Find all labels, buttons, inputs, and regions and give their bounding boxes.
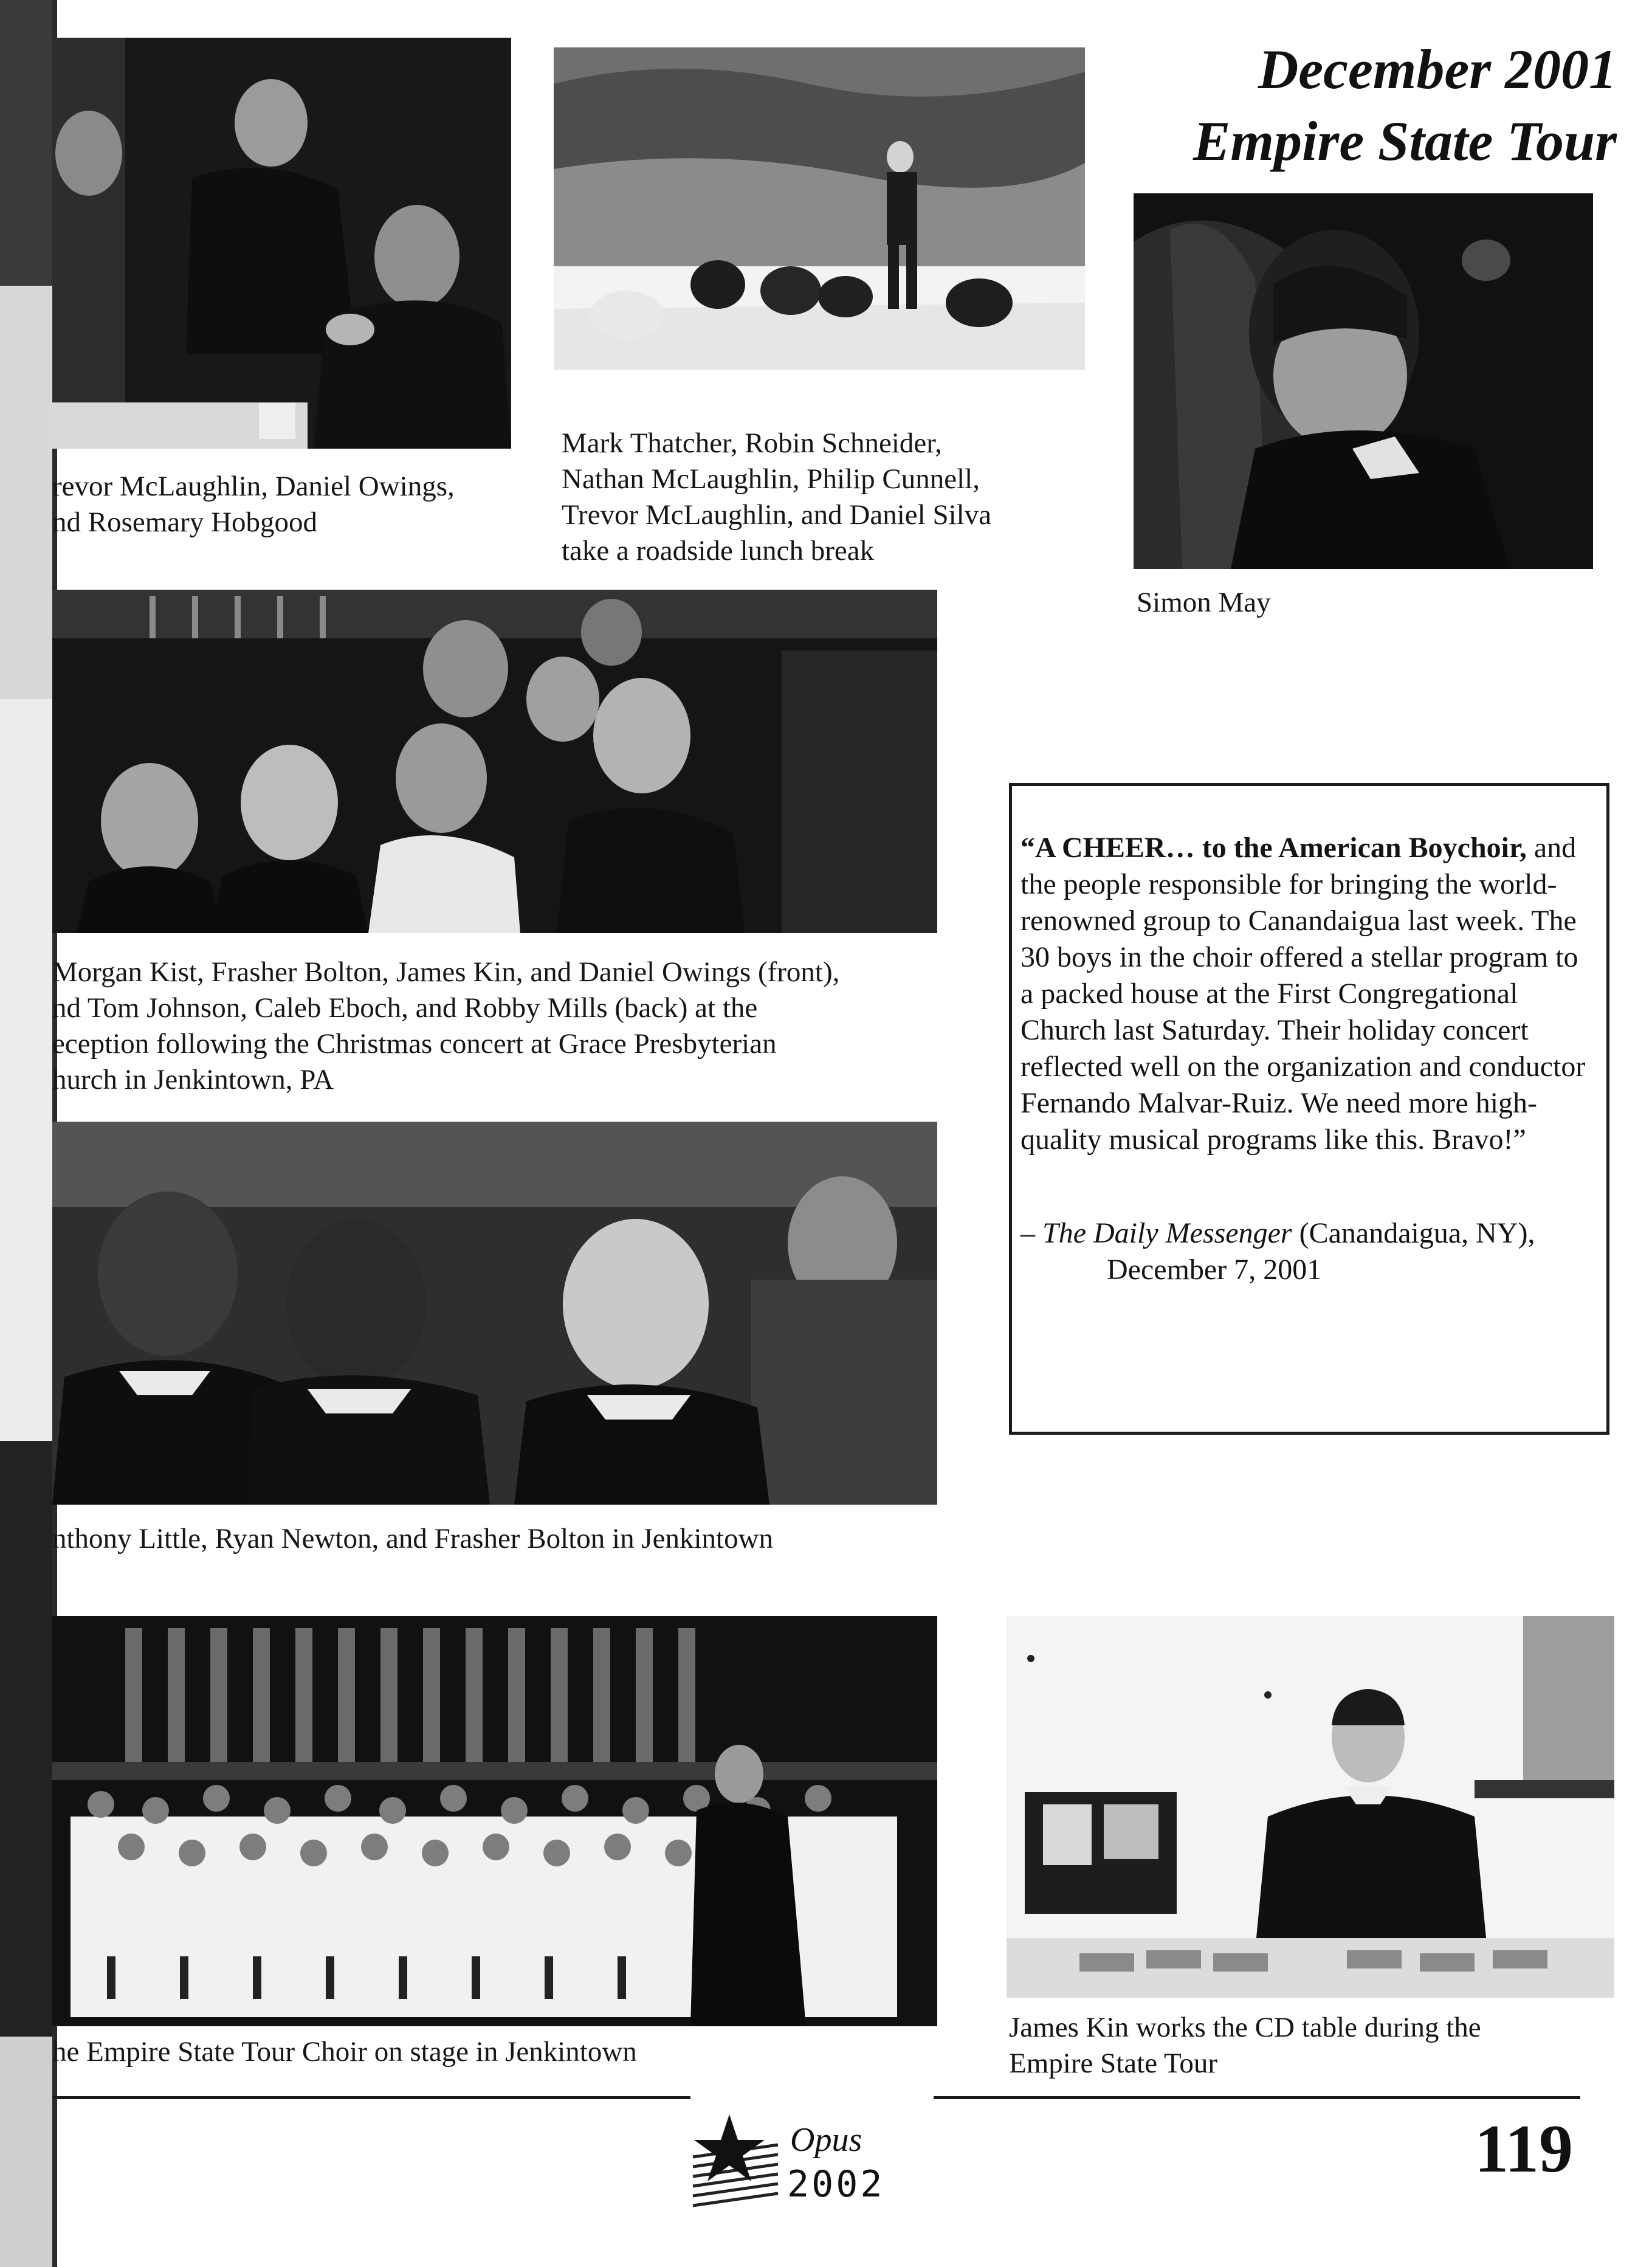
caption-photo-7 — [1009, 2010, 1611, 2082]
quote-body: and the people responsible for bringing the world-renowned group to Canandaigua last week. The 30 boys in the choir offered a stellar program to a packed house at the First Congregational Church last Saturday. Their holiday concert reflected well on the organization and conductor Fernando Malvar-Ruiz. We need more high-quality musical programs like this. Bravo!” — [1020, 832, 1586, 1156]
caption-line: he Empire State Tour Choir on stage in Jenkintown — [52, 2036, 637, 2068]
photo-simon-may — [1134, 193, 1593, 569]
caption-line: take a roadside lunch break — [562, 535, 875, 567]
attribution-date: December 7, 2001 — [1107, 1254, 1322, 1286]
press-quote-box — [1009, 783, 1609, 1435]
caption-line: revor McLaughlin, Daniel Owings, — [52, 471, 455, 502]
caption-line: nd Tom Johnson, Caleb Eboch, and Robby Mills (back) at the — [52, 992, 758, 1024]
caption-photo-5 — [52, 1521, 946, 1557]
caption-line: eception following the Christmas concert at Grace Presbyterian — [52, 1028, 777, 1060]
previous-page-edge — [0, 0, 52, 2267]
logo-word: Opus — [790, 2121, 862, 2159]
attribution-source: The Daily Messenger — [1042, 1217, 1292, 1249]
caption-line: nd Rosemary Hobgood — [52, 506, 318, 538]
photo-jenkintown-trio — [52, 1122, 937, 1505]
caption-photo-1 — [52, 469, 514, 540]
footer-rule-right — [934, 2096, 1580, 2099]
quote-text — [1020, 830, 1594, 1158]
title-line-2: Empire State Tour — [1193, 110, 1617, 172]
photo-reception-group — [52, 590, 937, 933]
title-line-1: December 2001 — [1258, 38, 1617, 100]
opus-logo — [687, 2108, 948, 2212]
page-number: 119 — [1475, 2111, 1573, 2187]
caption-line: Simon May — [1137, 587, 1271, 618]
page-title — [1193, 33, 1617, 177]
caption-line: James Kin works the CD table during the — [1009, 2012, 1481, 2043]
quote-lead: “A CHEER… to the American Boychoir, — [1020, 832, 1527, 864]
photo-choir-on-stage — [52, 1616, 937, 2026]
attribution-dash: – — [1020, 1217, 1042, 1249]
caption-line: Nathan McLaughlin, Philip Cunnell, — [562, 463, 980, 495]
caption-photo-2 — [562, 426, 1084, 569]
caption-line: nthony Little, Ryan Newton, and Frasher Bolton in Jenkintown — [52, 1523, 774, 1554]
footer-rule-left — [52, 2096, 690, 2099]
caption-line: Morgan Kist, Frasher Bolton, James Kin, and Daniel Owings (front), — [52, 956, 840, 988]
caption-photo-6 — [52, 2034, 946, 2070]
caption-line: Mark Thatcher, Robin Schneider, — [562, 427, 942, 459]
attribution-place: (Canandaigua, NY), — [1292, 1217, 1535, 1249]
caption-line: Trevor McLaughlin, and Daniel Silva — [562, 499, 992, 531]
photo-cd-table — [1007, 1616, 1614, 1998]
caption-photo-4 — [52, 954, 946, 1098]
caption-line: Empire State Tour — [1009, 2048, 1218, 2079]
caption-photo-3 — [1137, 585, 1586, 621]
photo-roadside-lunch — [554, 47, 1085, 370]
caption-line: hurch in Jenkintown, PA — [52, 1064, 334, 1096]
logo-year: 2002 — [787, 2163, 885, 2206]
quote-attribution — [1020, 1215, 1594, 1288]
photo-banquet — [52, 38, 511, 449]
